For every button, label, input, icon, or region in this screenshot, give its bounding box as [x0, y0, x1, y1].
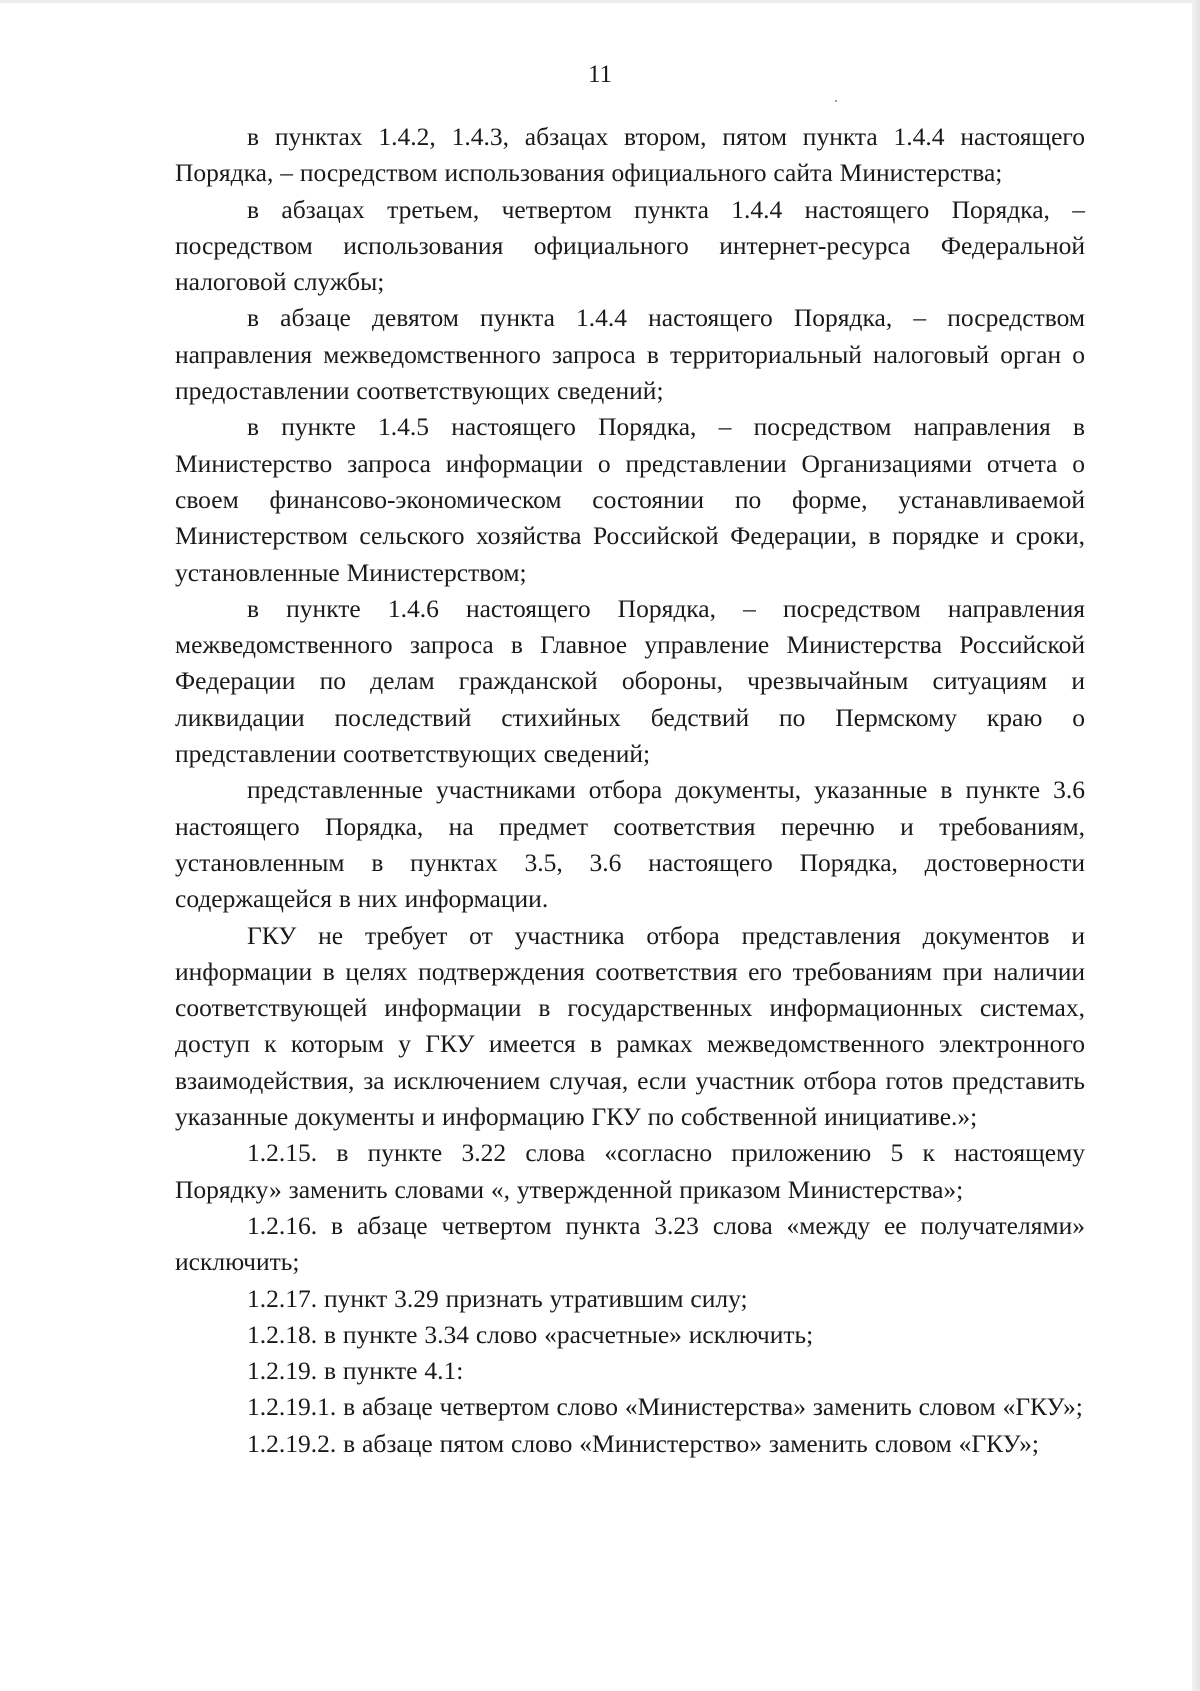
scan-top-edge [0, 0, 1200, 3]
paragraph-1-2-19-2: 1.2.19.2. в абзаце пятом слово «Министерство» заменить словом «ГКУ»; [247, 1428, 1039, 1458]
scan-right-edge [1192, 0, 1200, 1691]
paragraph-1-2-17: 1.2.17. пункт 3.29 признать утратившим силу; [247, 1283, 748, 1313]
paragraph-1-2-19: 1.2.19. в пункте 4.1: [247, 1356, 464, 1386]
scan-speck [835, 100, 837, 102]
page-number: 11 [587, 61, 613, 88]
paragraph-1-2-15: 1.2.15. в пункте 3.22 слова «согласно приложению 5 к настоящему Порядку» заменить словами «, утвержденной приказом Министерства»; [175, 1138, 1085, 1204]
paragraph-item-1-4-4-third: в абзацах третьем, четвертом пункта 1.4.4 настоящего Порядка, – посредством использования официального интернет-ресурса Федеральной налоговой службы; [175, 194, 1085, 297]
paragraph-item-1-4-6: в пункте 1.4.6 настоящего Порядка, – посредством направления межведомственного запроса в Главное управление Министерства Российской Федерации по делам гражданской обороны, чрезвычайным ситуациям и ликвидации последствий стихийных бедствий по Пермскому краю о представлении соответствующих сведений; [175, 593, 1085, 769]
paragraph-item-1-4-4-ninth: в абзаце девятом пункта 1.4.4 настоящего Порядка, – посредством направления межведомственного запроса в территориальный налоговый орган о предоставлении соответствующих сведений; [175, 303, 1085, 406]
paragraph-1-2-18: 1.2.18. в пункте 3.34 слово «расчетные» исключить; [247, 1319, 814, 1349]
paragraph-gku-requirements: ГКУ не требует от участника отбора представления документов и информации в целях подтверждения соответствия его требованиям при наличии соответствующей информации в государственных информационных системах, доступ к которым у ГКУ имеется в рамках межведомственного электронного взаимодействия, за исключением случая, если участник отбора готов представить указанные документы и информацию ГКУ по собственной инициативе.»; [175, 920, 1085, 1132]
paragraph-1-2-19-1: 1.2.19.1. в абзаце четвертом слово «Министерства» заменить словом «ГКУ»; [247, 1392, 1083, 1422]
paragraph-item-1-4-5: в пункте 1.4.5 настоящего Порядка, – посредством направления в Министерство запроса информации о представлении Организациями отчета о своем финансово-экономическом состоянии по форме, устанавливаемой Министерством сельского хозяйства Российской Федерации, в порядке и сроки, установленные Министерством; [175, 412, 1085, 587]
paragraph-submitted-documents: представленные участниками отбора документы, указанные в пункте 3.6 настоящего Порядка, на предмет соответствия перечню и требованиям, установленным в пунктах 3.5, 3.6 настоящего Порядка, достоверности содержащейся в них информации. [175, 775, 1085, 914]
paragraph-item-1-4-2: в пунктах 1.4.2, 1.4.3, абзацах втором, пятом пункта 1.4.4 настоящего Порядка, – посредством использования официального сайта Министерства; [175, 122, 1085, 188]
document-body [175, 119, 1085, 1462]
paragraph-1-2-16: 1.2.16. в абзаце четвертом пункта 3.23 слова «между ее получателями» исключить; [175, 1210, 1085, 1277]
